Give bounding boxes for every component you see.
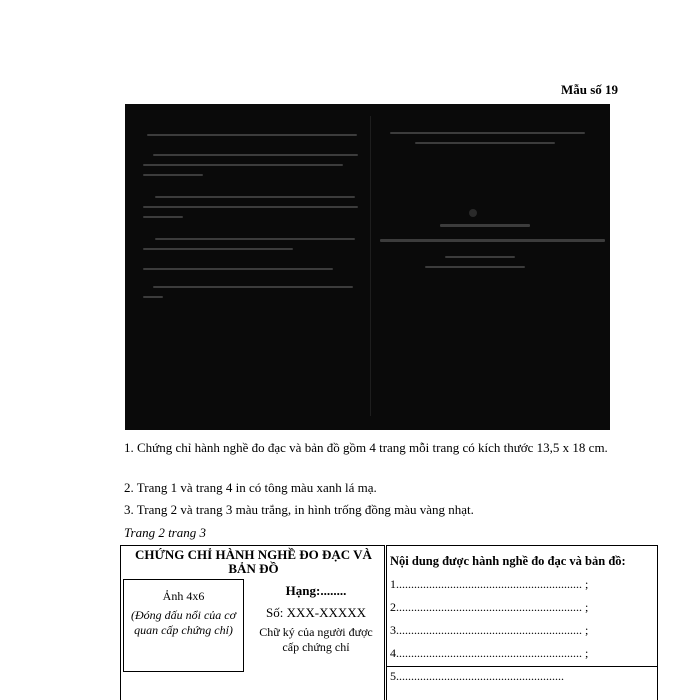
scope-line: 5........................................................ bbox=[390, 669, 564, 683]
paragraph-inner-color: 3. Trang 2 và trang 3 màu trắng, in hình trống đồng màu vàng nhạt. bbox=[124, 502, 474, 517]
photo-box bbox=[123, 579, 244, 672]
certificate-number: Số: XXX-XXXXX bbox=[265, 605, 367, 620]
certificate-page-2 bbox=[120, 545, 385, 700]
blur-line bbox=[425, 266, 525, 268]
blur-line bbox=[147, 134, 357, 136]
scope-title: Nội dung được hành nghề đo đạc và bản đồ: bbox=[390, 554, 626, 568]
blur-line bbox=[143, 248, 293, 250]
blur-line bbox=[445, 256, 515, 258]
blur-line bbox=[143, 206, 358, 208]
scope-line: 1.............................................................. ; bbox=[390, 577, 589, 591]
certificate-cover-photo bbox=[125, 104, 610, 430]
emblem bbox=[469, 209, 477, 217]
certificate-info bbox=[251, 583, 381, 655]
photo-note: (Đóng dấu nổi của cơ quan cấp chứng chỉ) bbox=[130, 608, 237, 637]
certificate-page-3 bbox=[386, 545, 658, 700]
fold-line bbox=[370, 116, 371, 416]
blur-line bbox=[153, 154, 358, 156]
scope-line: 2.............................................................. ; bbox=[390, 600, 589, 614]
blur-line bbox=[380, 239, 605, 242]
blur-line bbox=[390, 132, 585, 134]
blur-line bbox=[143, 174, 203, 176]
blur-line bbox=[440, 224, 530, 227]
signature-label: Chữ ký của người được cấp chứng chỉ bbox=[259, 625, 373, 654]
blur-line bbox=[143, 216, 183, 218]
pages-caption: Trang 2 trang 3 bbox=[124, 525, 206, 540]
blur-line bbox=[155, 238, 355, 240]
paragraph-cover-color: 2. Trang 1 và trang 4 in có tông màu xanh lá mạ. bbox=[124, 480, 377, 495]
blur-line bbox=[153, 286, 353, 288]
rank-field: Hạng:........ bbox=[285, 583, 347, 598]
scope-line: 4.............................................................. ; bbox=[390, 646, 589, 660]
scope-divider bbox=[387, 666, 657, 667]
photo-title: Ảnh 4x6 bbox=[162, 589, 205, 603]
blur-line bbox=[143, 164, 343, 166]
paragraph-size: 1. Chứng chỉ hành nghề đo đạc và bản đồ gồm 4 trang mỗi trang có kích thước 13,5 x 18 cm. bbox=[124, 440, 608, 455]
blur-line bbox=[143, 268, 333, 270]
blur-line bbox=[155, 196, 355, 198]
blur-line bbox=[143, 296, 163, 298]
scope-line: 3.............................................................. ; bbox=[390, 623, 589, 637]
form-number: Mẫu số 19 bbox=[560, 82, 618, 97]
blur-line bbox=[415, 142, 555, 144]
certificate-title: CHỨNG CHỈ HÀNH NGHỀ ĐO ĐẠC VÀ BẢN ĐỒ bbox=[135, 547, 372, 576]
